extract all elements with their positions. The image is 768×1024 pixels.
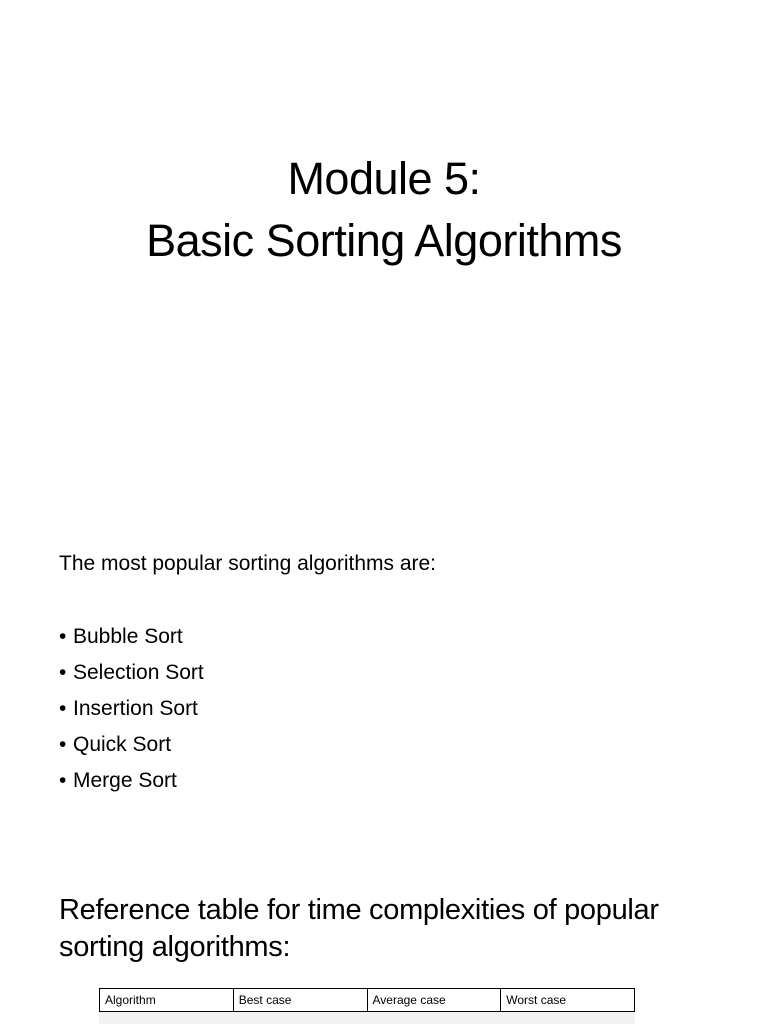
- list-item: [59, 727, 204, 763]
- table-header-average-case: Average case: [367, 989, 501, 1012]
- reference-heading: Reference table for time complexities of popular sorting algorithms:: [59, 894, 659, 963]
- bullet-icon: •: [59, 661, 67, 684]
- page-title: [0, 148, 768, 272]
- table-body-shading: [99, 1012, 635, 1024]
- bullet-icon: •: [59, 625, 67, 648]
- table-header-best-case: Best case: [233, 989, 367, 1012]
- title-line-module: Module 5:: [287, 153, 481, 204]
- table-header-worst-case: Worst case: [501, 989, 635, 1012]
- bullet-icon: •: [59, 769, 67, 792]
- list-item-label: Merge Sort: [73, 769, 177, 792]
- table-header-row: [100, 989, 635, 1012]
- bullet-icon: •: [59, 733, 67, 756]
- algorithm-list: [59, 619, 204, 799]
- list-item: [59, 691, 204, 727]
- list-item-label: Bubble Sort: [73, 625, 183, 648]
- bullet-icon: •: [59, 697, 67, 720]
- table-header-algorithm: Algorithm: [100, 989, 234, 1012]
- list-item-label: Quick Sort: [73, 733, 172, 756]
- list-item: [59, 655, 204, 691]
- intro-text: The most popular sorting algorithms are:: [59, 552, 437, 575]
- complexity-table: [99, 988, 635, 1012]
- list-item: [59, 619, 204, 655]
- title-line-topic: Basic Sorting Algorithms: [146, 215, 622, 266]
- list-item-label: Insertion Sort: [73, 697, 198, 720]
- list-item: [59, 763, 204, 799]
- list-item-label: Selection Sort: [73, 661, 204, 684]
